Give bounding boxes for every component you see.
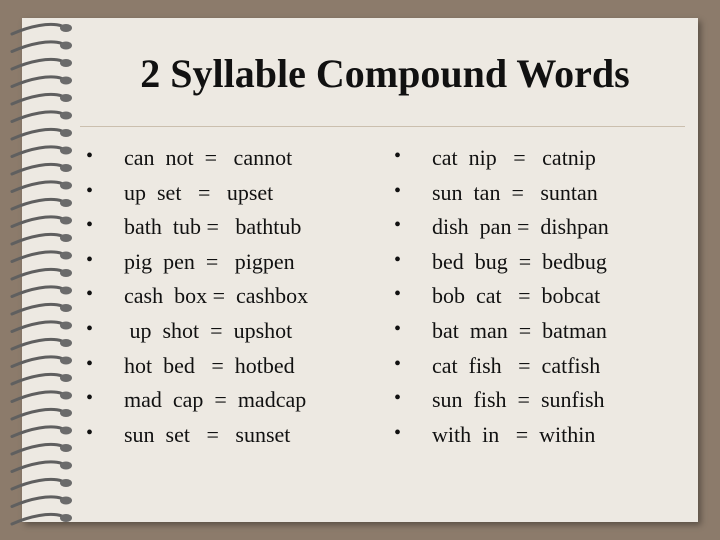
spiral-hole bbox=[60, 269, 72, 277]
bullet-icon: • bbox=[86, 179, 94, 202]
compound-word-text: cat nip = catnip bbox=[432, 145, 596, 170]
spiral-coil bbox=[12, 182, 62, 192]
compound-word-text: cat fish = catfish bbox=[432, 352, 601, 378]
spiral-hole bbox=[60, 24, 72, 32]
spiral-coil bbox=[12, 339, 62, 349]
compound-word-text: can not = cannot bbox=[124, 145, 293, 170]
spiral-coil bbox=[12, 129, 62, 139]
spiral-coil bbox=[12, 252, 62, 262]
spiral-hole bbox=[60, 164, 72, 172]
bullet-icon: • bbox=[394, 145, 402, 167]
compound-word-text: pig pen = pigpen bbox=[124, 248, 295, 274]
compound-word-text: bat man = batman bbox=[432, 317, 607, 343]
spiral-hole bbox=[60, 42, 72, 50]
compound-word-text: bed bug = bedbug bbox=[432, 248, 607, 274]
title-divider bbox=[80, 126, 685, 127]
spiral-hole bbox=[60, 339, 72, 347]
spiral-hole bbox=[60, 514, 72, 522]
compound-word-text: hot bed = hotbed bbox=[124, 352, 295, 378]
spiral-coil bbox=[12, 217, 62, 227]
spiral-hole bbox=[60, 112, 72, 120]
spiral-hole bbox=[60, 182, 72, 190]
spiral-binding-icon bbox=[0, 0, 80, 540]
spiral-coil bbox=[12, 479, 62, 489]
bullet-icon: • bbox=[86, 352, 94, 375]
spiral-hole bbox=[60, 322, 72, 330]
bullet-icon: • bbox=[394, 421, 402, 444]
compound-word-text: sun fish = sunfish bbox=[432, 387, 605, 413]
bullet-icon: • bbox=[86, 387, 94, 410]
bullet-icon: • bbox=[394, 352, 402, 375]
spiral-hole bbox=[60, 409, 72, 417]
spiral-hole bbox=[60, 304, 72, 312]
spiral-coil bbox=[12, 497, 62, 507]
bullet-icon: • bbox=[394, 248, 402, 271]
spiral-coil bbox=[12, 199, 62, 209]
spiral-hole bbox=[60, 234, 72, 242]
spiral-coil bbox=[12, 94, 62, 104]
spiral-coil bbox=[12, 147, 62, 157]
spiral-coil bbox=[12, 269, 62, 279]
bullet-icon: • bbox=[86, 283, 94, 306]
compound-word-text: up shot = upshot bbox=[124, 317, 293, 343]
spiral-coil bbox=[12, 59, 62, 69]
slide-title: 2 Syllable Compound Words bbox=[140, 51, 630, 96]
bullet-icon: • bbox=[394, 317, 402, 340]
spiral-coil bbox=[12, 392, 62, 402]
spiral-coil bbox=[12, 427, 62, 437]
spiral-coil bbox=[12, 462, 62, 472]
spiral-coil bbox=[12, 374, 62, 384]
spiral-coil bbox=[12, 322, 62, 332]
spiral-hole bbox=[60, 444, 72, 452]
spiral-coil bbox=[12, 357, 62, 367]
spiral-coil bbox=[12, 24, 62, 34]
compound-word-text: dish pan = dishpan bbox=[432, 214, 609, 240]
spiral-hole bbox=[60, 147, 72, 155]
spiral-coil bbox=[12, 42, 62, 52]
bullet-icon: • bbox=[86, 248, 94, 271]
spiral-hole bbox=[60, 374, 72, 382]
compound-word-text: cash box = cashbox bbox=[124, 283, 309, 309]
bullet-icon: • bbox=[394, 283, 402, 306]
bullet-icon: • bbox=[86, 421, 94, 444]
bullet-icon: • bbox=[394, 179, 402, 202]
spiral-hole bbox=[60, 357, 72, 365]
spiral-coil bbox=[12, 409, 62, 419]
spiral-hole bbox=[60, 199, 72, 207]
spiral-hole bbox=[60, 427, 72, 435]
spiral-coil bbox=[12, 444, 62, 454]
spiral-coil bbox=[12, 112, 62, 122]
bullet-icon: • bbox=[86, 317, 94, 340]
bullet-icon: • bbox=[86, 145, 94, 167]
compound-word-text: bob cat = bobcat bbox=[432, 283, 601, 309]
spiral-hole bbox=[60, 129, 72, 137]
spiral-coil bbox=[12, 514, 62, 524]
spiral-hole bbox=[60, 252, 72, 260]
spiral-coil bbox=[12, 234, 62, 244]
bullet-icon: • bbox=[394, 214, 402, 237]
compound-word-text: sun set = sunset bbox=[124, 421, 291, 447]
compound-word-text: mad cap = madcap bbox=[124, 387, 307, 413]
spiral-hole bbox=[60, 462, 72, 470]
bullet-icon: • bbox=[394, 387, 402, 410]
spiral-hole bbox=[60, 217, 72, 225]
compound-word-text: up set = upset bbox=[124, 179, 274, 205]
compound-word-text: with in = within bbox=[432, 421, 596, 447]
bullet-icon: • bbox=[86, 214, 94, 237]
compound-word-text: sun tan = suntan bbox=[432, 179, 598, 205]
spiral-hole bbox=[60, 392, 72, 400]
spiral-coil bbox=[12, 77, 62, 87]
spiral-coil bbox=[12, 304, 62, 314]
spiral-hole bbox=[60, 497, 72, 505]
spiral-coil bbox=[12, 287, 62, 297]
spiral-coil bbox=[12, 164, 62, 174]
spiral-hole bbox=[60, 479, 72, 487]
compound-word-text: bath tub = bathtub bbox=[124, 214, 302, 240]
spiral-hole bbox=[60, 287, 72, 295]
